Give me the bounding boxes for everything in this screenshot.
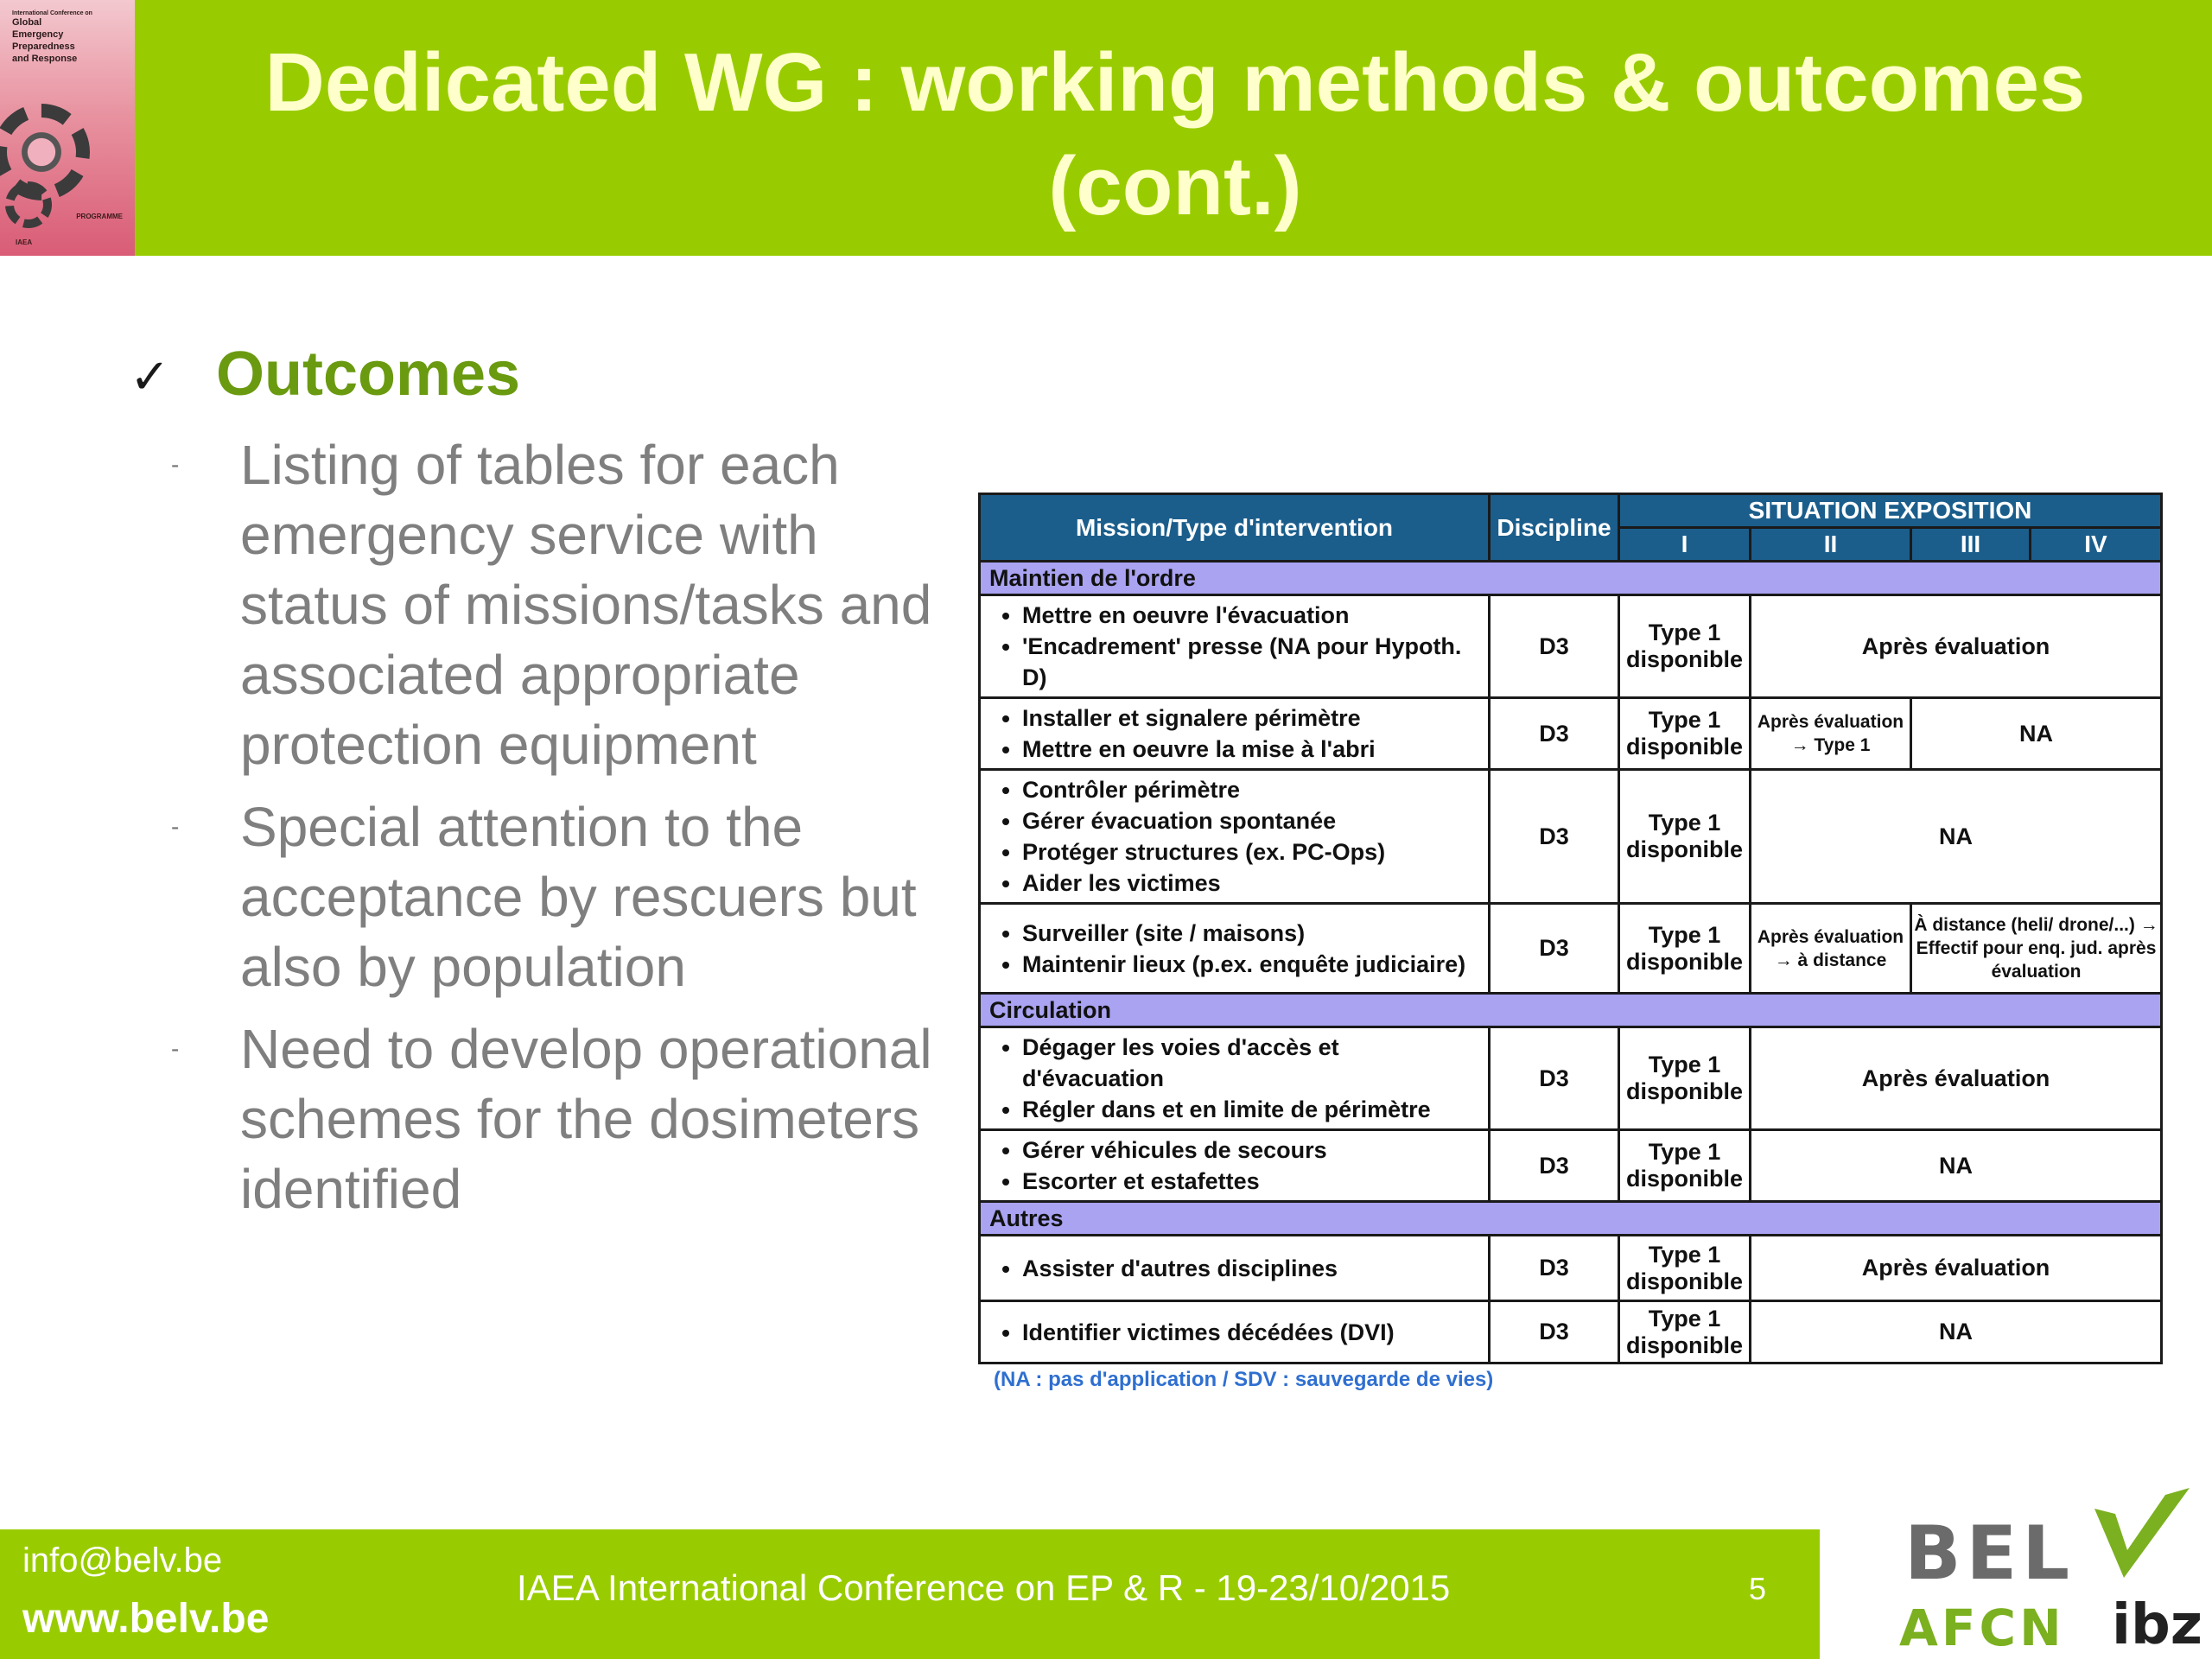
missions-table-grid (978, 493, 2163, 1364)
discipline-cell: D3 (1490, 770, 1619, 904)
belv-logo-text: BEL (1904, 1510, 2075, 1597)
header-level: IV (2031, 528, 2162, 562)
header-level: II (1751, 528, 1911, 562)
type-cell: Type 1 disponible (1619, 698, 1751, 770)
mission-item: • Dégager les voies d'accès et d'évacuation (1022, 1032, 1481, 1094)
mission-item: • Installer et signalere périmètre (1022, 702, 1481, 734)
evaluation-cell: Après évaluation (1751, 1027, 2162, 1130)
footer-email[interactable]: info@belv.be (22, 1541, 223, 1580)
type-cell: Type 1 disponible (1619, 1236, 1751, 1301)
list-item-text: Listing of tables for each emergency service with status of missions/tasks and associated appropriate protection equipment (240, 434, 932, 776)
cover-iaea: IAEA (16, 238, 33, 246)
gear-icon (5, 181, 52, 228)
page-number: 5 (1749, 1571, 1767, 1606)
cover-line1: International Conference on (12, 10, 92, 16)
dash-icon: - (171, 813, 180, 840)
table-note: (NA : pas d'application / SDV : sauvegarde de vies) (994, 1368, 1494, 1391)
type-cell: Type 1 disponible (1619, 904, 1751, 994)
section-label: Circulation (980, 994, 2162, 1027)
mission-item: • Assister d'autres disciplines (1022, 1253, 1481, 1284)
table-header-row (980, 494, 2162, 528)
mission-item: • Protéger structures (ex. PC-Ops) (1022, 836, 1481, 868)
header-situation: SITUATION EXPOSITION (1619, 494, 2162, 528)
evaluation-cell: NA (1911, 698, 2162, 770)
type-cell: Type 1 disponible (1619, 1301, 1751, 1363)
section-label: Autres (980, 1202, 2162, 1236)
table-row (980, 1236, 2162, 1301)
header-bar (0, 0, 2212, 256)
cover-line: Emergency (12, 29, 64, 40)
footer-conference: IAEA International Conference on EP & R - 19-23/10/2015 (517, 1567, 1451, 1608)
checkmark-v-icon (2089, 1483, 2193, 1586)
table-row (980, 698, 2162, 770)
header-level: III (1911, 528, 2031, 562)
ibz-logo-text: ibz (2112, 1593, 2202, 1657)
evaluation-cell: NA (1751, 770, 2162, 904)
type-cell: Type 1 disponible (1619, 595, 1751, 698)
table-row (980, 1130, 2162, 1202)
evaluation-cell: Après évaluation (1751, 595, 2162, 698)
evaluation-cell: Après évaluation (1751, 1236, 2162, 1301)
footer-website[interactable]: www.belv.be (22, 1596, 270, 1642)
table-row (980, 770, 2162, 904)
mission-cell (980, 595, 1490, 698)
type-cell: Type 1 disponible (1619, 770, 1751, 904)
checkmark-icon: ✓ (130, 349, 170, 405)
belv-logo (1897, 1479, 2212, 1659)
section-label: Maintien de l'ordre (980, 562, 2162, 595)
level-iii-iv-cell: À distance (heli/ drone/...) → Effectif pour enq. jud. après évaluation (1911, 904, 2162, 994)
dash-icon: - (171, 451, 180, 478)
discipline-cell: D3 (1490, 595, 1619, 698)
mission-item: • Mettre en oeuvre l'évacuation (1022, 600, 1481, 631)
type-cell: Type 1 disponible (1619, 1130, 1751, 1202)
mission-cell (980, 1236, 1490, 1301)
mission-item: • Gérer véhicules de secours (1022, 1135, 1481, 1166)
mission-cell (980, 1301, 1490, 1363)
mission-item: • Mettre en oeuvre la mise à l'abri (1022, 734, 1481, 765)
mission-item: • Gérer évacuation spontanée (1022, 805, 1481, 836)
header-mission: Mission/Type d'intervention (980, 494, 1490, 562)
cover-line: Global (12, 17, 42, 28)
outcomes-list (164, 430, 976, 1236)
list-item (164, 430, 976, 780)
evaluation-cell: NA (1751, 1130, 2162, 1202)
discipline-cell: D3 (1490, 1236, 1619, 1301)
section-row (980, 994, 2162, 1027)
table-row (980, 904, 2162, 994)
conference-cover-image (0, 0, 135, 256)
discipline-cell: D3 (1490, 1301, 1619, 1363)
page-title (164, 31, 2186, 238)
header-discipline: Discipline (1490, 494, 1619, 562)
section-row (980, 562, 2162, 595)
level-ii-cell: Après évaluation → Type 1 (1751, 698, 1911, 770)
title-line2: (cont.) (1048, 140, 1302, 232)
list-item-text: Special attention to the acceptance by rescuers but also by population (240, 796, 917, 998)
cover-line: Preparedness (12, 41, 75, 52)
title-line1: Dedicated WG : working methods & outcomes (264, 36, 2086, 129)
type-cell: Type 1 disponible (1619, 1027, 1751, 1130)
discipline-cell: D3 (1490, 1027, 1619, 1130)
afcn-logo-text: AFCN (1899, 1599, 2065, 1657)
mission-item: • Aider les victimes (1022, 868, 1481, 899)
table-row (980, 1301, 2162, 1363)
table-row (980, 595, 2162, 698)
level-ii-cell: Après évaluation → à distance (1751, 904, 1911, 994)
outcomes-heading: Outcomes (216, 340, 521, 409)
discipline-cell: D3 (1490, 904, 1619, 994)
mission-cell (980, 904, 1490, 994)
mission-item: • Surveiller (site / maisons) (1022, 918, 1481, 949)
mission-cell (980, 1027, 1490, 1130)
table-row (980, 1027, 2162, 1130)
mission-item: • Escorter et estafettes (1022, 1166, 1481, 1197)
missions-table (978, 493, 2160, 1392)
cover-programme: PROGRAMME (76, 213, 123, 220)
list-item (164, 792, 976, 1002)
dash-icon: - (171, 1035, 180, 1062)
header-level: I (1619, 528, 1751, 562)
mission-item: • 'Encadrement' presse (NA pour Hypoth. D) (1022, 631, 1481, 693)
discipline-cell: D3 (1490, 698, 1619, 770)
cover-line: and Response (12, 54, 78, 64)
mission-item: • Identifier victimes décédées (DVI) (1022, 1317, 1481, 1348)
list-item-text: Need to develop operational schemes for the dosimeters identified (240, 1018, 932, 1220)
mission-cell (980, 698, 1490, 770)
section-row (980, 1202, 2162, 1236)
mission-item: • Régler dans et en limite de périmètre (1022, 1094, 1481, 1125)
discipline-cell: D3 (1490, 1130, 1619, 1202)
mission-item: • Maintenir lieux (p.ex. enquête judiciaire) (1022, 949, 1481, 980)
list-item (164, 1014, 976, 1224)
mission-item: • Contrôler périmètre (1022, 774, 1481, 805)
mission-cell (980, 770, 1490, 904)
evaluation-cell: NA (1751, 1301, 2162, 1363)
mission-cell (980, 1130, 1490, 1202)
